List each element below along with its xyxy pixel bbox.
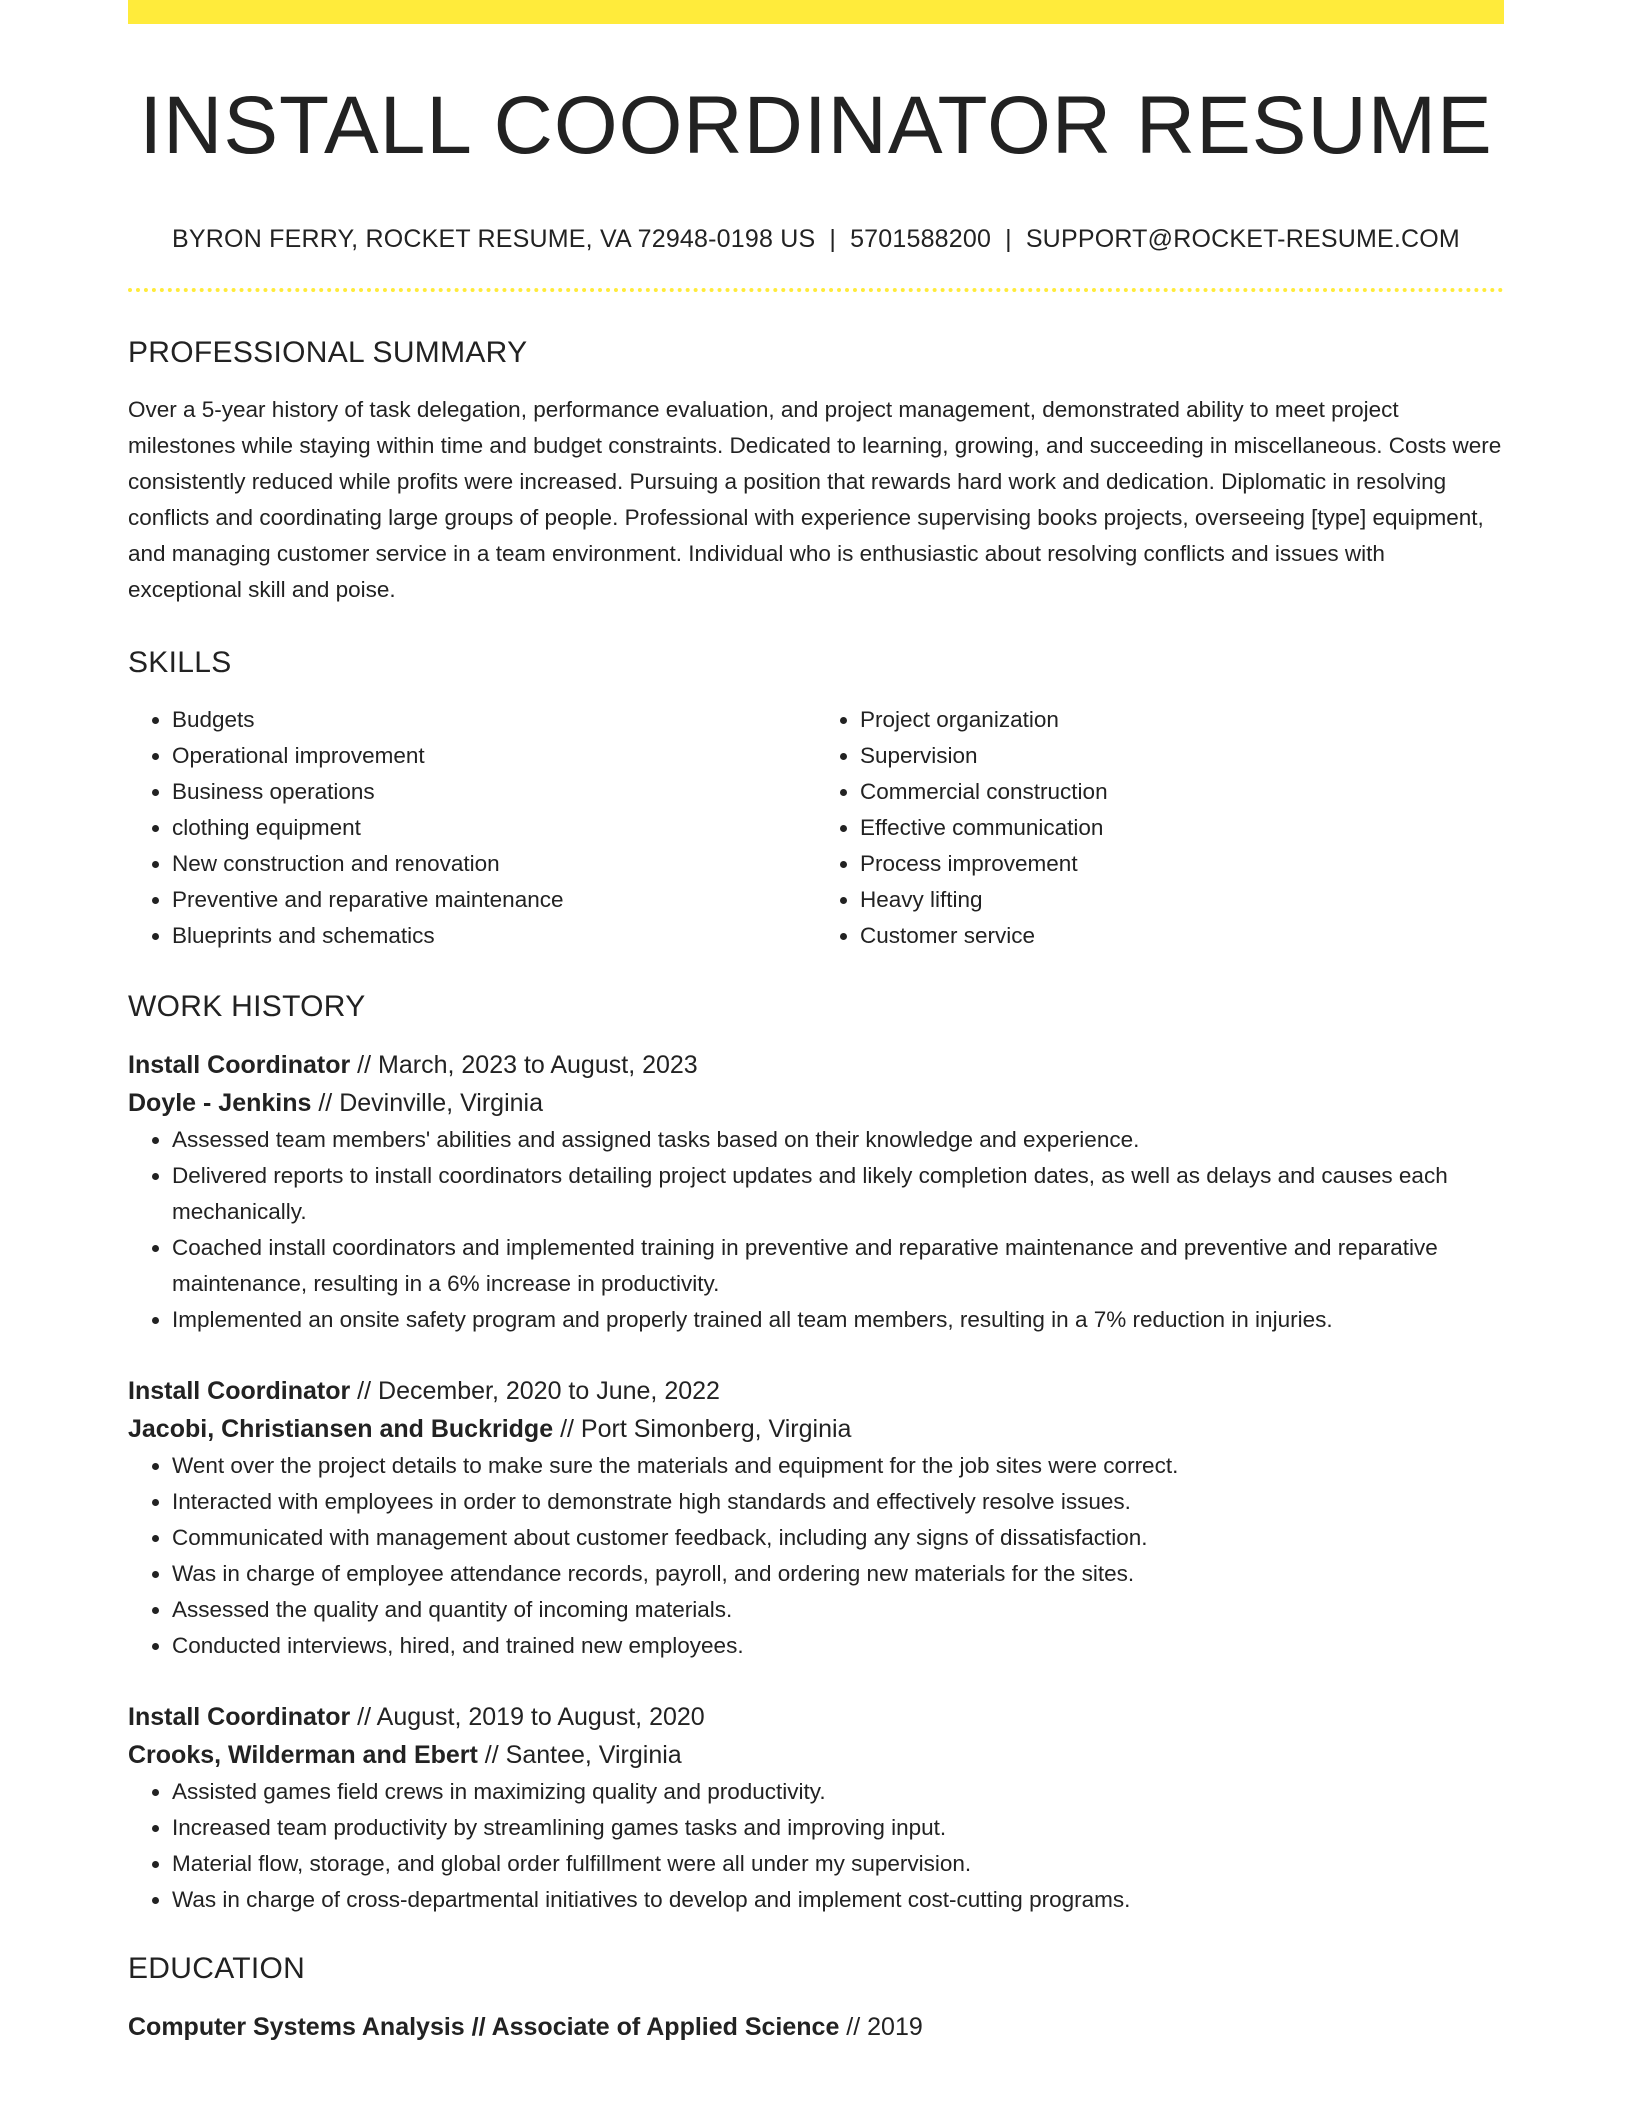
job-company: Crooks, Wilderman and Ebert bbox=[128, 1741, 478, 1770]
skills-grid bbox=[128, 702, 1504, 954]
job-bullets bbox=[128, 1122, 1504, 1338]
summary-heading: PROFESSIONAL SUMMARY bbox=[128, 336, 528, 370]
skill-item: • Commercial construction bbox=[860, 774, 1504, 810]
job-title: Install Coordinator bbox=[128, 1051, 351, 1080]
job-bullet: • Assisted games field crews in maximizing quality and productivity. bbox=[172, 1774, 1504, 1810]
skill-item: • Project organization bbox=[860, 702, 1504, 738]
skill-item: • Supervision bbox=[860, 738, 1504, 774]
separator: // bbox=[350, 1051, 379, 1080]
separator: // bbox=[553, 1415, 581, 1444]
job-title: Install Coordinator bbox=[128, 1377, 351, 1406]
resume-title: INSTALL COORDINATOR RESUME bbox=[139, 80, 1493, 171]
resume-page bbox=[128, 0, 1504, 2046]
skill-item: • Business operations bbox=[172, 774, 816, 810]
skills-heading: SKILLS bbox=[128, 646, 232, 680]
job-bullet: • Went over the project details to make sure the materials and equipment for the job sites were correct. bbox=[172, 1448, 1504, 1484]
job-bullet: • Increased team productivity by streamlining games tasks and improving input. bbox=[172, 1810, 1504, 1846]
education-heading: EDUCATION bbox=[128, 1952, 306, 1986]
job-bullet: • Coached install coordinators and implemented training in preventive and reparative maintenance and preventive and reparative maintenance, resulting in a 6% increase in productivity. bbox=[172, 1230, 1504, 1302]
contact-separator: | bbox=[1005, 225, 1012, 254]
education-entry bbox=[128, 2008, 1504, 2046]
accent-top-bar bbox=[128, 0, 1504, 24]
skill-item: • Heavy lifting bbox=[860, 882, 1504, 918]
skill-item: • Process improvement bbox=[860, 846, 1504, 882]
skill-item: • clothing equipment bbox=[172, 810, 816, 846]
job-bullet: • Assessed team members' abilities and assigned tasks based on their knowledge and experience. bbox=[172, 1122, 1504, 1158]
job-dates: December, 2020 to June, 2022 bbox=[378, 1377, 720, 1406]
job-location: Devinville, Virginia bbox=[339, 1089, 543, 1118]
job-bullet: • Conducted interviews, hired, and trained new employees. bbox=[172, 1628, 1504, 1664]
job-dates: August, 2019 to August, 2020 bbox=[376, 1703, 705, 1732]
job-bullets bbox=[128, 1448, 1504, 1664]
separator: // bbox=[350, 1703, 377, 1732]
job-bullet: • Assessed the quality and quantity of incoming materials. bbox=[172, 1592, 1504, 1628]
separator: // bbox=[350, 1377, 379, 1406]
education-field: Computer Systems Analysis bbox=[128, 2013, 465, 2042]
job-title: Install Coordinator bbox=[128, 1703, 351, 1732]
job-title-line bbox=[128, 1046, 1504, 1084]
job-entry bbox=[128, 1046, 1504, 1338]
skill-item: • Budgets bbox=[172, 702, 816, 738]
skill-item: • New construction and renovation bbox=[172, 846, 816, 882]
summary-text: Over a 5-year history of task delegation, performance evaluation, and project management, demonstrated ability to meet project milestones while staying within time and budget constraints. Dedicated to learning, growing, and succeeding in miscellaneous. Costs were consistently reduced while profits were increased. Pursuing a position that rewards hard work and dedication. Diplomatic in resolving conflicts and coordinating large groups of people. Professional with experience supervising books projects, overseeing [type] equipment, and managing customer service in a team environment. Individual who is enthusiastic about resolving conflicts and issues with exceptional skill and poise. bbox=[128, 397, 1502, 603]
dotted-divider bbox=[128, 288, 1504, 292]
skill-item: • Effective communication bbox=[860, 810, 1504, 846]
separator: // bbox=[477, 1741, 506, 1770]
education-degree: Associate of Applied Science bbox=[491, 2013, 840, 2042]
contact-address: BYRON FERRY, ROCKET RESUME, VA 72948-0198 US bbox=[172, 225, 816, 254]
skills-column-right bbox=[816, 702, 1504, 954]
job-location: Port Simonberg, Virginia bbox=[580, 1415, 852, 1444]
job-bullet: • Material flow, storage, and global order fulfillment were all under my supervision. bbox=[172, 1846, 1504, 1882]
skill-item: • Operational improvement bbox=[172, 738, 816, 774]
work-history-list bbox=[128, 1046, 1504, 1918]
separator: // bbox=[311, 1089, 340, 1118]
education-list bbox=[128, 2008, 1504, 2046]
job-location: Santee, Virginia bbox=[505, 1741, 682, 1770]
job-entry bbox=[128, 1698, 1504, 1918]
job-company: Jacobi, Christiansen and Buckridge bbox=[128, 1415, 554, 1444]
skill-item: • Blueprints and schematics bbox=[172, 918, 816, 954]
job-bullet: • Communicated with management about customer feedback, including any signs of dissatisfaction. bbox=[172, 1520, 1504, 1556]
skill-item: • Preventive and reparative maintenance bbox=[172, 882, 816, 918]
job-bullets bbox=[128, 1774, 1504, 1918]
job-company-line bbox=[128, 1736, 1504, 1774]
job-dates: March, 2023 to August, 2023 bbox=[378, 1051, 698, 1080]
contact-line bbox=[128, 225, 1504, 254]
work-history-heading: WORK HISTORY bbox=[128, 990, 366, 1024]
job-bullet: • Interacted with employees in order to demonstrate high standards and effectively resolve issues. bbox=[172, 1484, 1504, 1520]
job-company-line bbox=[128, 1410, 1504, 1448]
skills-column-left bbox=[128, 702, 816, 954]
education-year: 2019 bbox=[867, 2013, 923, 2042]
job-company: Doyle - Jenkins bbox=[128, 1089, 312, 1118]
job-bullet: • Was in charge of cross-departmental initiatives to develop and implement cost-cutting programs. bbox=[172, 1882, 1504, 1918]
contact-separator: | bbox=[829, 225, 837, 254]
job-title-line bbox=[128, 1372, 1504, 1410]
job-bullet: • Delivered reports to install coordinators detailing project updates and likely completion dates, as well as delays and causes each mechanically. bbox=[172, 1158, 1504, 1230]
job-bullet: • Was in charge of employee attendance records, payroll, and ordering new materials for the sites. bbox=[172, 1556, 1504, 1592]
contact-email: SUPPORT@ROCKET-RESUME.COM bbox=[1025, 225, 1460, 254]
job-title-line bbox=[128, 1698, 1504, 1736]
separator: // bbox=[839, 2013, 868, 2042]
separator: // bbox=[464, 2013, 492, 2042]
job-entry bbox=[128, 1372, 1504, 1664]
job-company-line bbox=[128, 1084, 1504, 1122]
skill-item: • Customer service bbox=[860, 918, 1504, 954]
job-bullet: • Implemented an onsite safety program and properly trained all team members, resulting in a 7% reduction in injuries. bbox=[172, 1302, 1504, 1338]
contact-phone: 5701588200 bbox=[850, 225, 992, 254]
